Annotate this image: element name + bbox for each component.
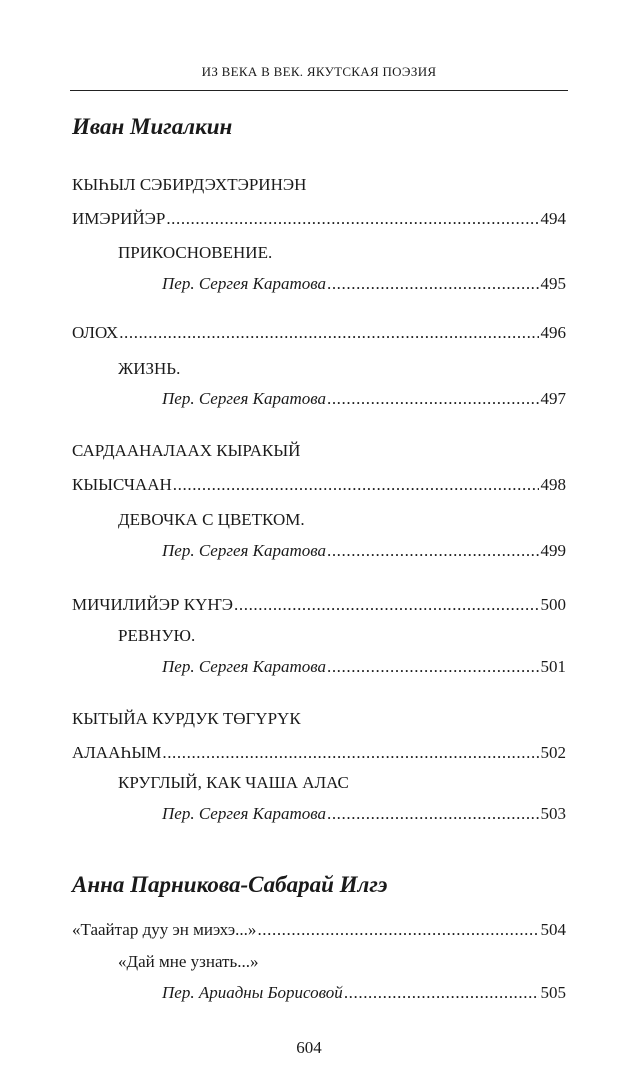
page-number: 497 bbox=[540, 389, 566, 408]
entry-title: ПРИКОСНОВЕНИЕ. bbox=[118, 243, 273, 262]
toc-entry-translator bbox=[162, 980, 566, 1006]
page-number-footer: 604 bbox=[296, 1038, 322, 1057]
toc-entry-translator bbox=[162, 801, 566, 827]
leader-dots bbox=[162, 740, 538, 766]
entry-title: КРУГЛЫЙ, КАК ЧАША АЛАС bbox=[118, 773, 349, 792]
leader-dots bbox=[173, 472, 539, 498]
page-number: 494 bbox=[540, 209, 566, 228]
running-head: ИЗ ВЕКА В ВЕК. ЯКУТСКАЯ ПОЭЗИЯ bbox=[201, 64, 437, 79]
toc-entry bbox=[72, 206, 566, 232]
page-number: 504 bbox=[540, 920, 566, 939]
leader-dots bbox=[119, 320, 538, 346]
toc-entry-title bbox=[118, 507, 566, 533]
toc-entry bbox=[72, 320, 566, 346]
entry-title: МИЧИЛИЙЭР КҮҤЭ bbox=[72, 595, 234, 614]
author-heading: Анна Парникова-Сабарай Илгэ bbox=[72, 872, 388, 897]
page-number: 495 bbox=[540, 274, 566, 293]
toc-entry-translator bbox=[162, 386, 566, 412]
toc-entry-title bbox=[118, 356, 566, 382]
author-heading: Иван Мигалкин bbox=[72, 114, 233, 139]
toc-entry-title bbox=[118, 949, 566, 975]
entry-title: КЫТЫЙА КУРДУК ТӨГҮРҮК bbox=[72, 709, 301, 728]
toc-entry-translator bbox=[162, 271, 566, 297]
toc-entry-title bbox=[118, 240, 566, 266]
toc-entry-translator bbox=[162, 654, 566, 680]
page-number: 496 bbox=[540, 323, 566, 342]
toc-entry-title bbox=[118, 770, 566, 796]
leader-dots bbox=[327, 271, 539, 297]
translator-credit: Пер. Сергея Каратова bbox=[162, 541, 326, 560]
translator-credit: Пер. Сергея Каратова bbox=[162, 389, 326, 408]
toc-entry-title bbox=[72, 172, 566, 198]
translator-credit: Пер. Сергея Каратова bbox=[162, 657, 326, 676]
entry-title: «Дай мне узнать...» bbox=[118, 952, 259, 971]
leader-dots bbox=[327, 654, 539, 680]
entry-title: ИМЭРИЙЭР bbox=[72, 209, 166, 228]
translator-credit: Пер. Ариадны Борисовой bbox=[162, 983, 343, 1002]
page-number: 499 bbox=[540, 541, 566, 560]
page-number: 498 bbox=[540, 475, 566, 494]
leader-dots bbox=[327, 538, 539, 564]
header-rule bbox=[70, 90, 568, 91]
leader-dots bbox=[166, 206, 538, 232]
toc-entry-translator bbox=[162, 538, 566, 564]
page-number: 501 bbox=[540, 657, 566, 676]
entry-title: ДЕВОЧКА С ЦВЕТКОМ. bbox=[118, 510, 305, 529]
toc-entry bbox=[72, 740, 566, 766]
entry-title: ОЛОХ bbox=[72, 323, 119, 342]
page-number: 502 bbox=[540, 743, 566, 762]
leader-dots bbox=[234, 592, 538, 618]
entry-title: САРДААНАЛААХ КЫРАКЫЙ bbox=[72, 441, 301, 460]
entry-title: АЛААҺЫМ bbox=[72, 743, 162, 762]
entry-title: «Таайтар дуу эн миэхэ...» bbox=[72, 920, 257, 939]
toc-entry bbox=[72, 472, 566, 498]
leader-dots bbox=[257, 917, 538, 943]
entry-title: КЫҺЫЛ СЭБИРДЭХТЭРИНЭН bbox=[72, 175, 307, 194]
leader-dots bbox=[327, 386, 539, 412]
toc-entry-title bbox=[118, 623, 566, 649]
translator-credit: Пер. Сергея Каратова bbox=[162, 274, 326, 293]
leader-dots bbox=[344, 980, 539, 1006]
page-number: 503 bbox=[540, 804, 566, 823]
entry-title: РЕВНУЮ. bbox=[118, 626, 196, 645]
translator-credit: Пер. Сергея Каратова bbox=[162, 804, 326, 823]
toc-entry bbox=[72, 592, 566, 618]
page-number: 505 bbox=[540, 983, 566, 1002]
toc-entry-title bbox=[72, 438, 566, 464]
page-number: 500 bbox=[540, 595, 566, 614]
toc-entry-title bbox=[72, 706, 566, 732]
leader-dots bbox=[327, 801, 539, 827]
entry-title: КЫЫСЧААН bbox=[72, 475, 172, 494]
toc-entry bbox=[72, 917, 566, 943]
entry-title: ЖИЗНЬ. bbox=[118, 359, 181, 378]
